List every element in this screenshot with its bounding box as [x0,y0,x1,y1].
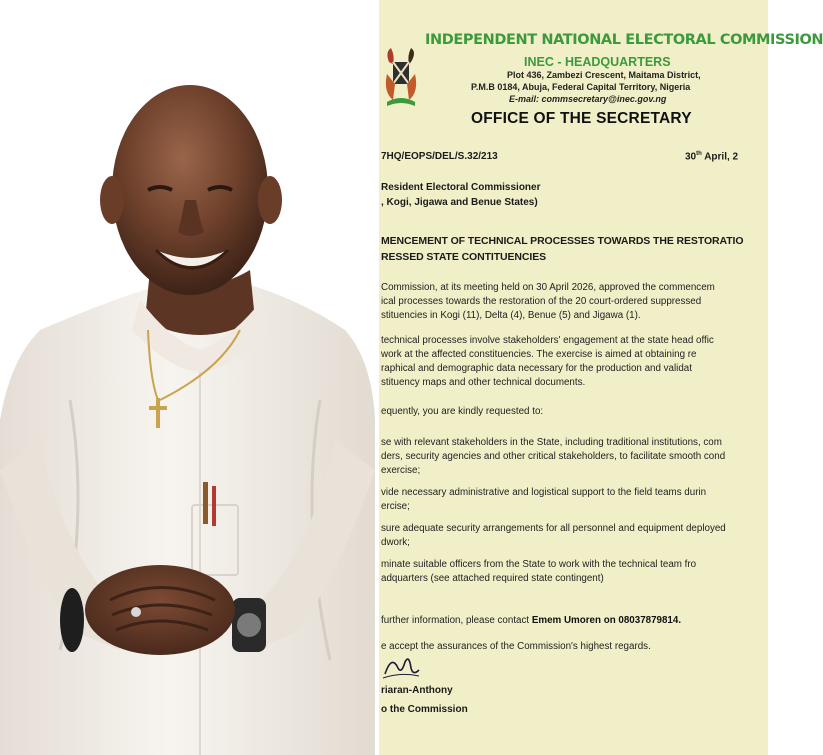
list-item-line: sure adequate security arrangements for all personnel and equipment deployed [381,523,726,534]
address-line-1: Plot 436, Zambezi Crescent, Maitama District, [507,70,701,80]
paragraph-line: Commission, at its meeting held on 30 April 2026, approved the commencem [381,282,715,293]
paragraph-approval [381,281,715,323]
paragraph-line: work at the affected constituencies. The exercise is aimed at obtaining re [381,349,697,360]
list-item-line: vide necessary administrative and logistical support to the field teams durin [381,487,707,498]
date-day: 30 [685,151,697,163]
paragraph-processes [381,334,714,390]
contact-prefix: further information, please contact [381,615,532,626]
paragraph-contact [381,614,681,628]
date-suffix: th [696,151,702,157]
request-list [381,436,726,594]
inec-letter [379,0,823,755]
signature-icon [381,652,421,682]
signatory-block [381,681,468,719]
date-rest: April, 2 [701,151,739,163]
reference-number: 7HQ/EOPS/DEL/S.32/213 [381,151,498,162]
list-item-line: exercise; [381,465,421,476]
signatory-name: riaran-Anthony [381,685,453,696]
list-item-line: minate suitable officers from the State to work with the technical team fro [381,559,697,570]
office-title: OFFICE OF THE SECRETARY [471,110,692,127]
organization-name: INDEPENDENT NATIONAL ELECTORAL COMMISSION [425,32,823,48]
addressee-line: , Kogi, Jigawa and Benue States) [381,197,538,208]
paragraph-closing: e accept the assurances of the Commission's highest regards. [381,641,651,652]
list-item-line: adquarters (see attached required state contingent) [381,573,604,584]
addressee-block [381,180,541,210]
paragraph-line: technical processes involve stakeholders' engagement at the state head offic [381,335,714,346]
email-address: E-mail: commsecretary@inec.gov.ng [509,94,667,104]
list-item-line: se with relevant stakeholders in the State, including traditional institutions, com [381,437,722,448]
list-item [381,436,726,478]
headquarters-label: INEC - HEADQUARTERS [524,55,671,69]
list-item-line: ders, security agencies and other critical stakeholders, to facilitate smooth cond [381,451,726,462]
coat-of-arms-icon [381,44,421,110]
addressee-line: Resident Electoral Commissioner [381,182,541,193]
list-item-line: dwork; [381,537,410,548]
subject-line: MENCEMENT OF TECHNICAL PROCESSES TOWARDS THE RESTORATIO [381,235,744,247]
address-line-2: P.M.B 0184, Abuja, Federal Capital Territory, Nigeria [471,82,691,92]
signatory-title: o the Commission [381,704,468,715]
letter-date [685,151,738,162]
portrait-photo [0,0,375,755]
list-item [381,558,726,586]
subject-heading [381,233,743,265]
paragraph-line: raphical and demographic data necessary for the production and validat [381,363,692,374]
paragraph-line: ical processes towards the restoration of the 20 court-ordered suppressed [381,296,702,307]
subject-line: RESSED STATE CONTITUENCIES [381,251,547,263]
portrait-illustration [0,0,375,755]
list-item [381,522,726,550]
paragraph-request: equently, you are kindly requested to: [381,406,544,417]
list-item-line: ercise; [381,501,410,512]
contact-person: Emem Umoren on 08037879814. [531,615,682,626]
list-item [381,486,726,514]
paragraph-line: stituencies in Kogi (11), Delta (4), Benue (5) and Jigawa (1). [381,310,641,321]
paragraph-line: stituency maps and other technical documents. [381,377,586,388]
